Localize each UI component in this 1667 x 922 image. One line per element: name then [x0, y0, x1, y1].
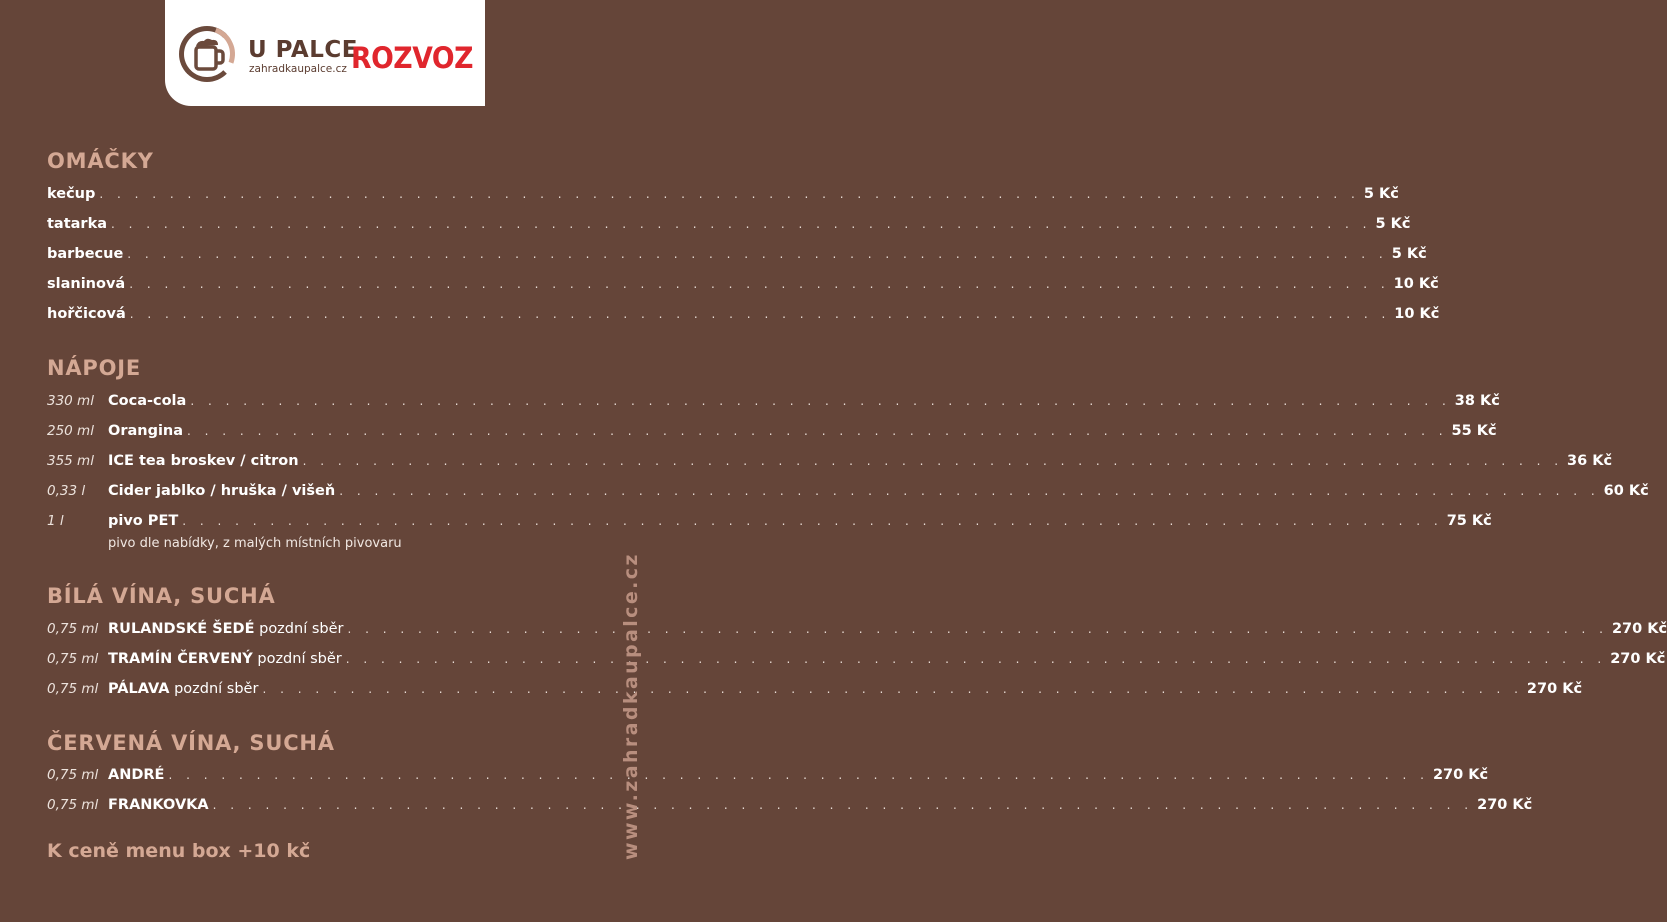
item-price: 5 Kč — [1375, 216, 1411, 232]
item-price: 38 Kč — [1454, 393, 1500, 409]
wine-name: PÁLAVA — [108, 681, 170, 697]
item-quantity: 1 l — [47, 513, 64, 529]
item-price: 5 Kč — [1391, 246, 1427, 262]
section-title-omacky: OMÁČKY — [47, 149, 154, 173]
item-price: 5 Kč — [1363, 186, 1399, 202]
menu-item — [47, 451, 1613, 471]
side-website-url: www.zahradkaupalce.cz — [620, 552, 642, 860]
menu-item — [47, 619, 1667, 639]
item-name: slaninová — [47, 276, 126, 292]
item-name: ANDRÉ — [108, 767, 165, 783]
item-price: 270 Kč — [1432, 767, 1489, 783]
menu-item — [47, 481, 1649, 501]
item-name — [108, 649, 342, 669]
menu-item — [47, 244, 1427, 264]
menu-item — [47, 304, 1440, 324]
item-price: 270 Kč — [1610, 651, 1666, 667]
item-price: 60 Kč — [1603, 483, 1649, 499]
item-quantity: 0,75 ml — [47, 651, 99, 667]
logo-box — [165, 0, 485, 106]
dot-leader: . . . . . . . . . . . . . . . . . . . . . . . . . . . . . . . . . . . . . . . . . . . . . . . . . . . . . . . . . . . . . . . . . . . . . . . . — [182, 514, 1443, 528]
item-name: Cider jablko / hruška / višeň — [108, 483, 336, 499]
item-name — [108, 679, 258, 699]
item-quantity: 0,75 ml — [47, 681, 99, 697]
beer-mug-icon — [191, 38, 225, 74]
item-quantity: 330 ml — [47, 393, 94, 409]
item-price: 10 Kč — [1394, 306, 1440, 322]
dot-leader: . . . . . . . . . . . . . . . . . . . . . . . . . . . . . . . . . . . . . . . . . . . . . . . . . . . . . . . . . . . . . . . . . . . . . . . . — [187, 424, 1448, 438]
dot-leader: . . . . . . . . . . . . . . . . . . . . . . . . . . . . . . . . . . . . . . . . . . . . . . . . . . . . . . . . . . . . . . . . . . . . . . . . — [168, 768, 1429, 782]
item-name: kečup — [47, 186, 96, 202]
item-price: 270 Kč — [1611, 621, 1667, 637]
menu-item — [47, 679, 1583, 699]
item-price: 55 Kč — [1451, 423, 1497, 439]
wine-suffix: pozdní sběr — [254, 621, 344, 637]
menu-item — [47, 795, 1533, 815]
item-name: Coca-cola — [108, 393, 187, 409]
menu-item — [47, 765, 1489, 785]
menu-item — [47, 421, 1497, 441]
dot-leader: . . . . . . . . . . . . . . . . . . . . . . . . . . . . . . . . . . . . . . . . . . . . . . . . . . . . . . . . . . . . . . . . . . . . . . . . — [347, 622, 1608, 636]
dot-leader: . . . . . . . . . . . . . . . . . . . . . . . . . . . . . . . . . . . . . . . . . . . . . . . . . . . . . . . . . . . . . . . . . . . . . . . . — [129, 277, 1390, 291]
item-price: 270 Kč — [1526, 681, 1583, 697]
menu-item — [47, 184, 1399, 204]
dot-leader: . . . . . . . . . . . . . . . . . . . . . . . . . . . . . . . . . . . . . . . . . . . . . . . . . . . . . . . . . . . . . . . . . . . . . . . . — [99, 187, 1360, 201]
item-quantity: 250 ml — [47, 423, 94, 439]
dot-leader: . . . . . . . . . . . . . . . . . . . . . . . . . . . . . . . . . . . . . . . . . . . . . . . . . . . . . . . . . . . . . . . . . . . . . . . . — [302, 454, 1564, 468]
item-name: Orangina — [108, 423, 184, 439]
menu-item — [47, 214, 1411, 234]
item-quantity: 0,75 ml — [47, 767, 99, 783]
item-name — [108, 619, 343, 639]
item-name: ICE tea broskev / citron — [108, 453, 299, 469]
section-title-cervena-vina: ČERVENÁ VÍNA, SUCHÁ — [47, 731, 335, 755]
menu-item — [47, 511, 1492, 531]
menu-item — [47, 274, 1439, 294]
section-title-napoje: NÁPOJE — [47, 356, 142, 380]
section-title-bila-vina: BÍLÁ VÍNA, SUCHÁ — [47, 584, 276, 608]
logo-name: U PALCE — [248, 37, 358, 63]
menu-item — [47, 649, 1666, 669]
dot-leader: . . . . . . . . . . . . . . . . . . . . . . . . . . . . . . . . . . . . . . . . . . . . . . . . . . . . . . . . . . . . . . . . . . . . . . . . — [129, 307, 1391, 321]
wine-name: TRAMÍN ČERVENÝ — [108, 651, 253, 667]
item-price: 36 Kč — [1567, 453, 1613, 469]
wine-suffix: pozdní sběr — [252, 651, 342, 667]
dot-leader: . . . . . . . . . . . . . . . . . . . . . . . . . . . . . . . . . . . . . . . . . . . . . . . . . . . . . . . . . . . . . . . . . . . . . . . . — [127, 247, 1388, 261]
logo-url: zahradkaupalce.cz — [249, 63, 347, 75]
item-name: FRANKOVKA — [108, 797, 209, 813]
item-quantity: 0,75 ml — [47, 621, 99, 637]
menu-box-note: K ceně menu box +10 kč — [47, 840, 311, 862]
item-quantity: 0,33 l — [47, 483, 86, 499]
item-name: pivo PET — [108, 513, 179, 529]
dot-leader: . . . . . . . . . . . . . . . . . . . . . . . . . . . . . . . . . . . . . . . . . . . . . . . . . . . . . . . . . . . . . . . . . . . . . . . . — [190, 394, 1451, 408]
dot-leader: . . . . . . . . . . . . . . . . . . . . . . . . . . . . . . . . . . . . . . . . . . . . . . . . . . . . . . . . . . . . . . . . . . . . . . . . — [339, 484, 1600, 498]
item-note: pivo dle nabídky, z malých místních pivovaru — [108, 536, 402, 551]
dot-leader: . . . . . . . . . . . . . . . . . . . . . . . . . . . . . . . . . . . . . . . . . . . . . . . . . . . . . . . . . . . . . . . . . . . . . . . . — [111, 217, 1372, 231]
item-price: 75 Kč — [1446, 513, 1492, 529]
dot-leader: . . . . . . . . . . . . . . . . . . . . . . . . . . . . . . . . . . . . . . . . . . . . . . . . . . . . . . . . . . . . . . . . . . . . . . . . — [345, 652, 1607, 666]
dot-leader: . . . . . . . . . . . . . . . . . . . . . . . . . . . . . . . . . . . . . . . . . . . . . . . . . . . . . . . . . . . . . . . . . . . . . . . . — [262, 682, 1523, 696]
item-quantity: 355 ml — [47, 453, 94, 469]
item-price: 10 Kč — [1393, 276, 1439, 292]
logo-rozvoz: ROZVOZ — [351, 41, 474, 75]
item-name: barbecue — [47, 246, 124, 262]
item-name: tatarka — [47, 216, 108, 232]
dot-leader: . . . . . . . . . . . . . . . . . . . . . . . . . . . . . . . . . . . . . . . . . . . . . . . . . . . . . . . . . . . . . . . . . . . . . . . . — [212, 798, 1474, 812]
item-name: hořčicová — [47, 306, 126, 322]
item-price: 270 Kč — [1477, 797, 1533, 813]
item-quantity: 0,75 ml — [47, 797, 99, 813]
wine-name: RULANDSKÉ ŠEDÉ — [108, 621, 255, 637]
menu-item — [47, 391, 1500, 411]
wine-suffix: pozdní sběr — [169, 681, 259, 697]
